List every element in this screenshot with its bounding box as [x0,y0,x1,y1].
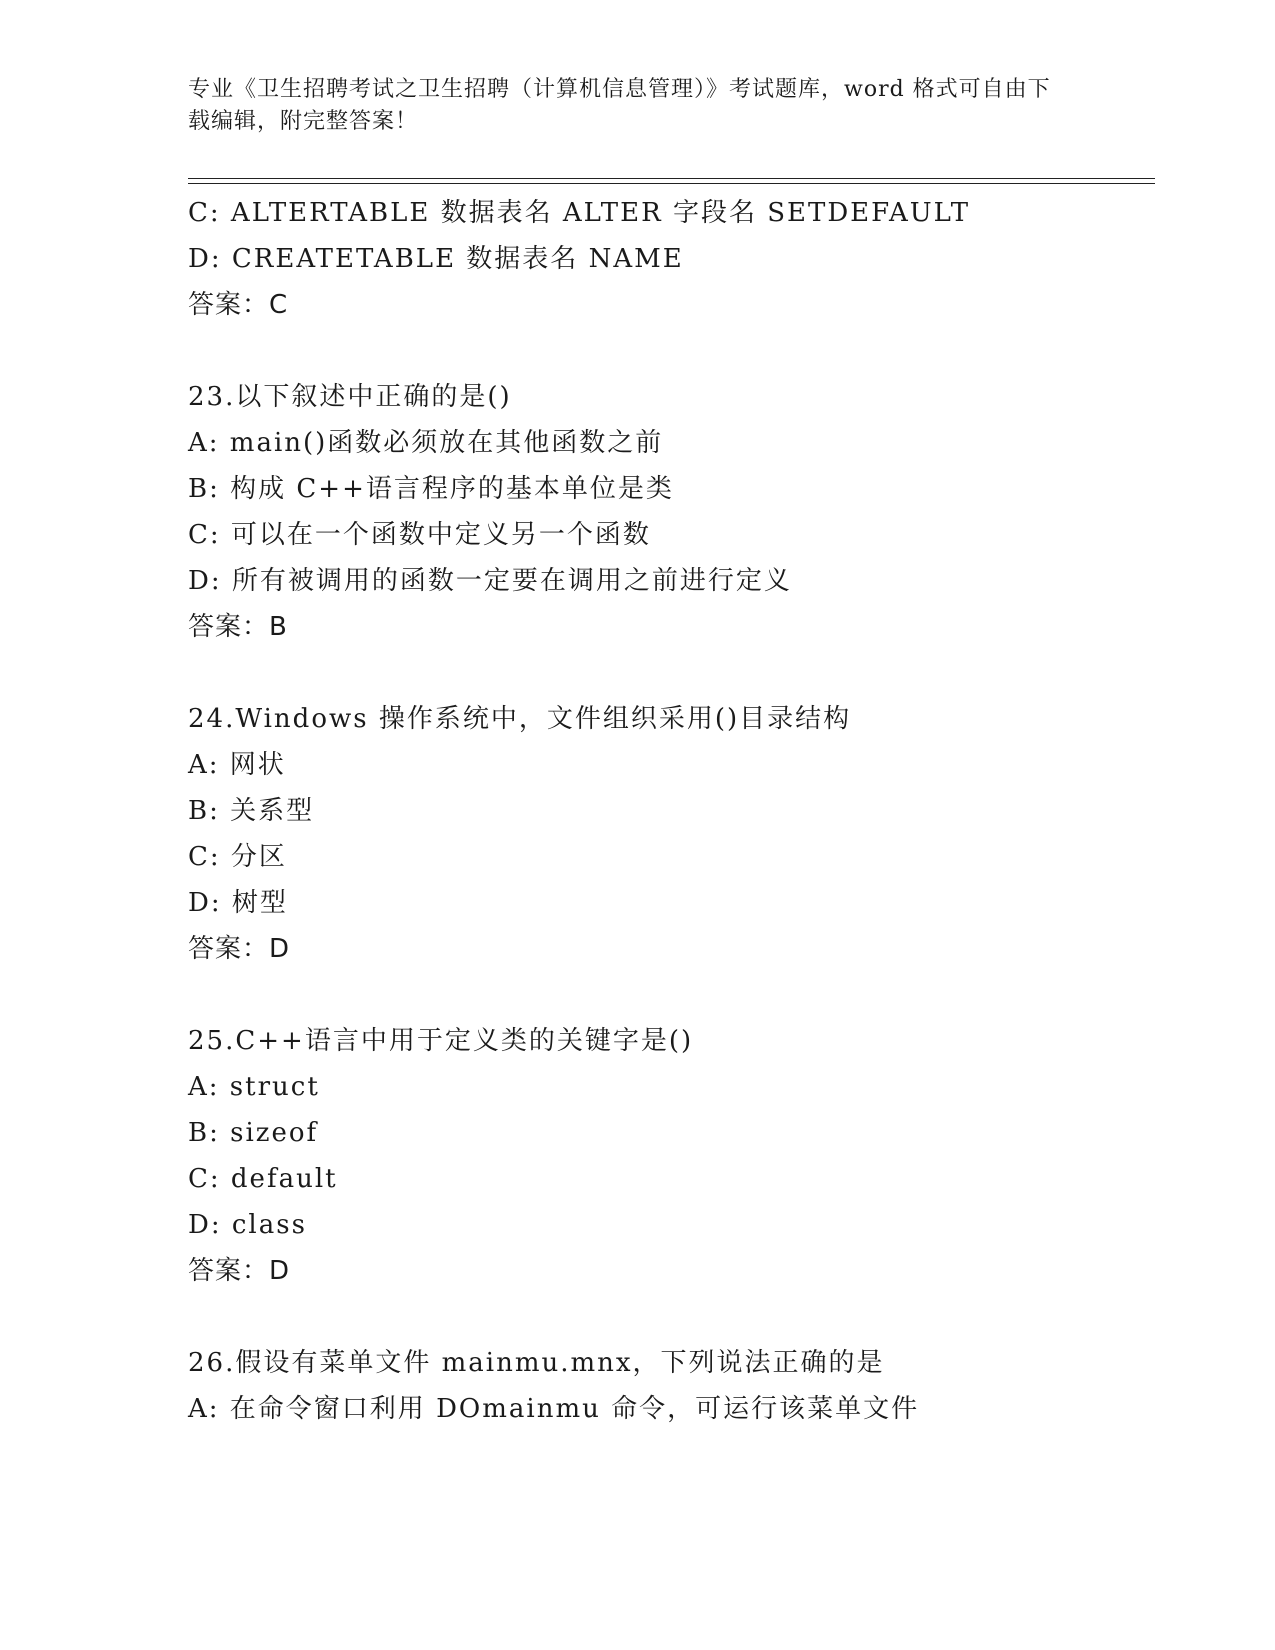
document-header: 专业《卫生招聘考试之卫生招聘（计算机信息管理）》考试题库，word 格式可自由下载编辑，附完整答案！ [188,77,1051,134]
question-stem: 26.假设有菜单文件 mainmu.mnx，下列说法正确的是 [188,1348,885,1378]
question-stem: 25.C++语言中用于定义类的关键字是() [188,1026,694,1056]
option-a: A: struct [188,1072,320,1102]
option-b: B: sizeof [188,1118,319,1148]
question-stem: 24.Windows 操作系统中，文件组织采用()目录结构 [188,704,852,734]
question-spacer [188,650,1168,696]
answer-line: 答案：C [188,290,289,320]
option-a: A: 网状 [188,750,286,780]
option-c: C: 可以在一个函数中定义另一个函数 [188,520,651,550]
option-d: D: 树型 [188,888,288,918]
header-rule-bottom [188,183,1155,184]
answer-line: 答案：D [188,1256,291,1286]
question-block-25 [188,1018,1168,1294]
question-block-23 [188,374,1168,650]
question-spacer [188,328,1168,374]
question-spacer [188,1294,1168,1340]
header-rule-top [188,178,1155,179]
question-block-26 [188,1340,1168,1432]
option-c: C: 分区 [188,842,287,872]
option-d: D: 所有被调用的函数一定要在调用之前进行定义 [188,566,792,596]
option-b: B: 构成 C++语言程序的基本单位是类 [188,474,674,504]
question-block-partial [188,190,1168,328]
option-b: B: 关系型 [188,796,315,826]
answer-line: 答案：B [188,612,288,642]
option-c: C: default [188,1164,338,1194]
question-spacer [188,972,1168,1018]
answer-line: 答案：D [188,934,291,964]
option-c: C: ALTERTABLE 数据表名 ALTER 字段名 SETDEFAULT [188,198,971,228]
question-block-24 [188,696,1168,972]
option-a: A: main()函数必须放在其他函数之前 [188,428,664,458]
option-d: D: class [188,1210,307,1240]
question-stem: 23.以下叙述中正确的是() [188,382,512,412]
question-list [188,190,1168,1432]
option-a: A: 在命令窗口利用 DOmainmu 命令，可运行该菜单文件 [188,1394,920,1424]
option-d: D: CREATETABLE 数据表名 NAME [188,244,684,274]
